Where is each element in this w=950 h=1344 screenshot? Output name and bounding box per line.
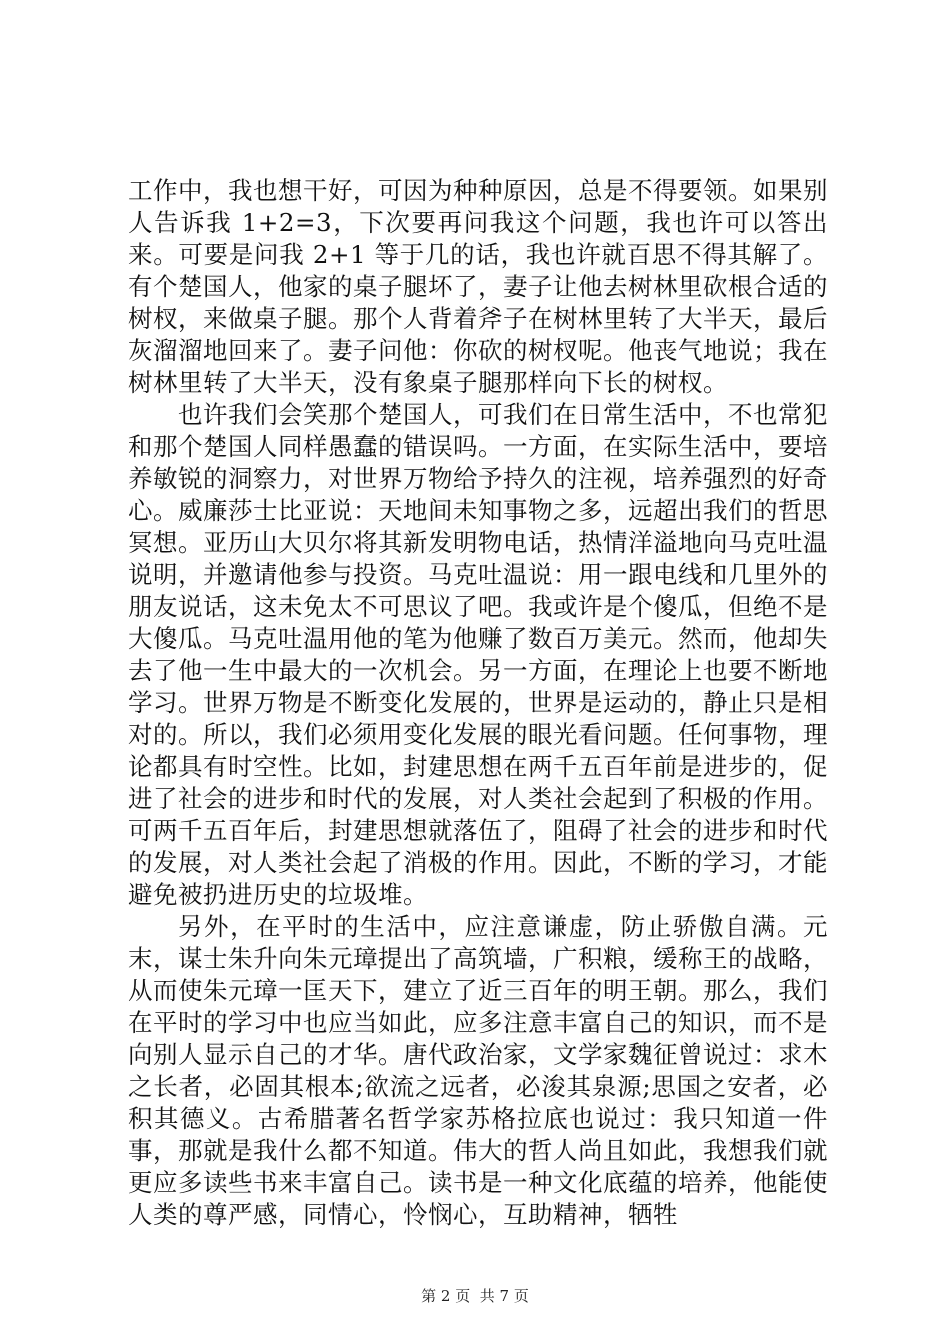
paragraph-1: 工作中，我也想干好，可因为种种原因，总是不得要领。如果别人告诉我 1+2=3，下次要再问我这个问题，我也许可以答出来。可要是问我 2+1 等于几的话，我也许就百思不得其解了。有个楚国人，他家的桌子腿坏了，妻子让他去树林里砍根合适的树杈，来做桌子腿。那个人背着斧子在树林里转了大半天，最后灰溜溜地回来了。妻子问他：你砍的树杈呢。他丧气地说；我在树林里转了大半天，没有象桌子腿那样向下长的树杈。 — [128, 176, 828, 397]
page-number-footer: 第 2 页 共 7 页 — [421, 1287, 529, 1305]
paragraph-2: 也许我们会笑那个楚国人，可我们在日常生活中，不也常犯和那个楚国人同样愚蠢的错误吗。一方面，在实际生活中，要培养敏锐的洞察力，对世界万物给予持久的注视，培养强烈的好奇心。威廉莎士比亚说：天地间未知事物之多，远超出我们的哲思冥想。亚历山大贝尔将其新发明物电话，热情洋溢地向马克吐温说明，并邀请他参与投资。马克吐温说：用一跟电线和几里外的朋友说话，这未免太不可思议了吧。我或许是个傻瓜，但绝不是大傻瓜。马克吐温用他的笔为他赚了数百万美元。然而，他却失去了他一生中最大的一次机会。另一方面，在理论上也要不断地学习。世界万物是不断变化发展的，世界是运动的，静止只是相对的。所以，我们必须用变化发展的眼光看问题。任何事物，理论都具有时空性。比如，封建思想在两千五百年前是进步的，促进了社会的进步和时代的发展，对人类社会起到了积极的作用。可两千五百年后，封建思想就落伍了，阻碍了社会的进步和时代的发展，对人类社会起了消极的作用。因此，不断的学习，才能避免被扔进历史的垃圾堆。 — [128, 400, 828, 909]
document-body — [128, 175, 828, 1231]
paragraph-3: 另外，在平时的生活中，应注意谦虚，防止骄傲自满。元末，谋士朱升向朱元璋提出了高筑墙，广积粮，缓称王的战略，从而使朱元璋一匡天下，建立了近三百年的明王朝。那么，我们在平时的学习中也应当如此，应多注意丰富自己的知识，而不是向别人显示自己的才华。唐代政治家，文学家魏征曾说过：求木之长者，必固其根本;欲流之远者，必浚其泉源;思国之安者，必积其德义。古希腊著名哲学家苏格拉底也说过：我只知道一件事，那就是我什么都不知道。伟大的哲人尚且如此，我想我们就更应多读些书来丰富自己。读书是一种文化底蕴的培养，他能使人类的尊严感，同情心，怜悯心，互助精神，牺牲 — [128, 912, 828, 1229]
